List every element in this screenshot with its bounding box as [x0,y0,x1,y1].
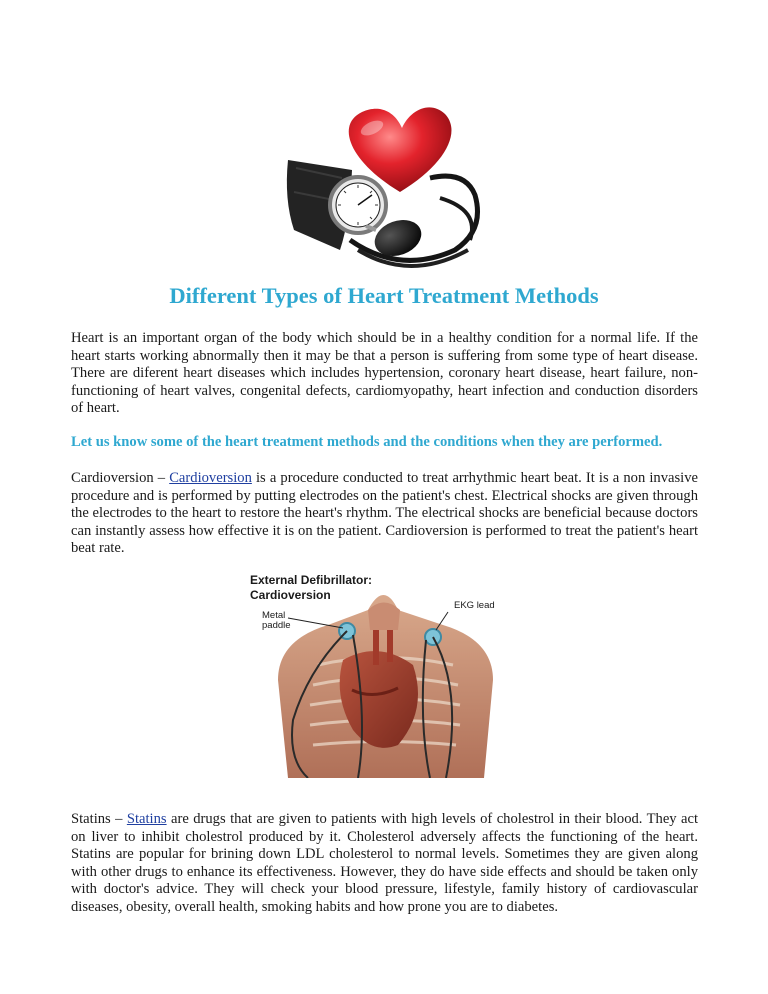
statins-link[interactable]: Statins [126,811,167,827]
figure-title-line2: Cardioversion [250,588,331,602]
page-title: Different Types of Heart Treatment Methods [169,283,599,308]
cardioversion-figure [248,570,520,778]
statins-lead: Statins – [71,811,127,827]
figure-title-line1: External Defibrillator: [250,573,373,587]
heart-bp-cuff-image [280,100,490,272]
label-ekg: EKG lead [454,600,495,611]
statins-body: are drugs that are given to patients with high levels of cholestrol in their blood. They act on liver to inhibit cholestrol produced by it. Cholesterol adversely affects the functioning of the heart. Statins are popular for brining down LDL cholesterol to normal levels. Sometimes they are given along with other drugs to enhance its effectiveness. However, they do have side effects and should be taken only with doctor's advice. They will check your blood pressure, lifestyle, family history of cardiovascular diseases, obesity, overall health, smoking habits and how prone you are to diabetes. [71,811,699,915]
label-metal-line2: paddle [262,620,291,631]
label-metal-line1: Metal [262,610,286,621]
cardioversion-lead: Cardioversion – [71,470,170,486]
cardioversion-body: is a procedure conducted to treat arrhythmic heart beat. It is a non invasive procedure and is performed by putting electrodes on the patient's chest. Electrical shocks are given through the electrodes to the heart to restore the heart's rhythm. The electrical shocks are beneficial because doctors can instantly assess how effective it is on the patient. Cardioversion is performed to treat the patient's heart beat rate. [71,470,698,557]
intro-paragraph: Heart is an important organ of the body which should be in a healthy condition for a normal life. If the heart starts working abnormally then it may be that a person is suffering from some type of heart disease. There are diferent heart diseases which includes hypertension, coronary heart disease, heart failure, non-functioning of heart valves, congenital defects, cardiomyopathy, heart infection and conduction disorders of heart. [71,330,698,417]
statins-paragraph [71,811,698,917]
cardioversion-paragraph [71,470,698,558]
cardioversion-link[interactable]: Cardioversion [169,470,252,486]
callout-text: Let us know some of the heart treatment methods and the conditions when they are performed. [71,434,663,450]
